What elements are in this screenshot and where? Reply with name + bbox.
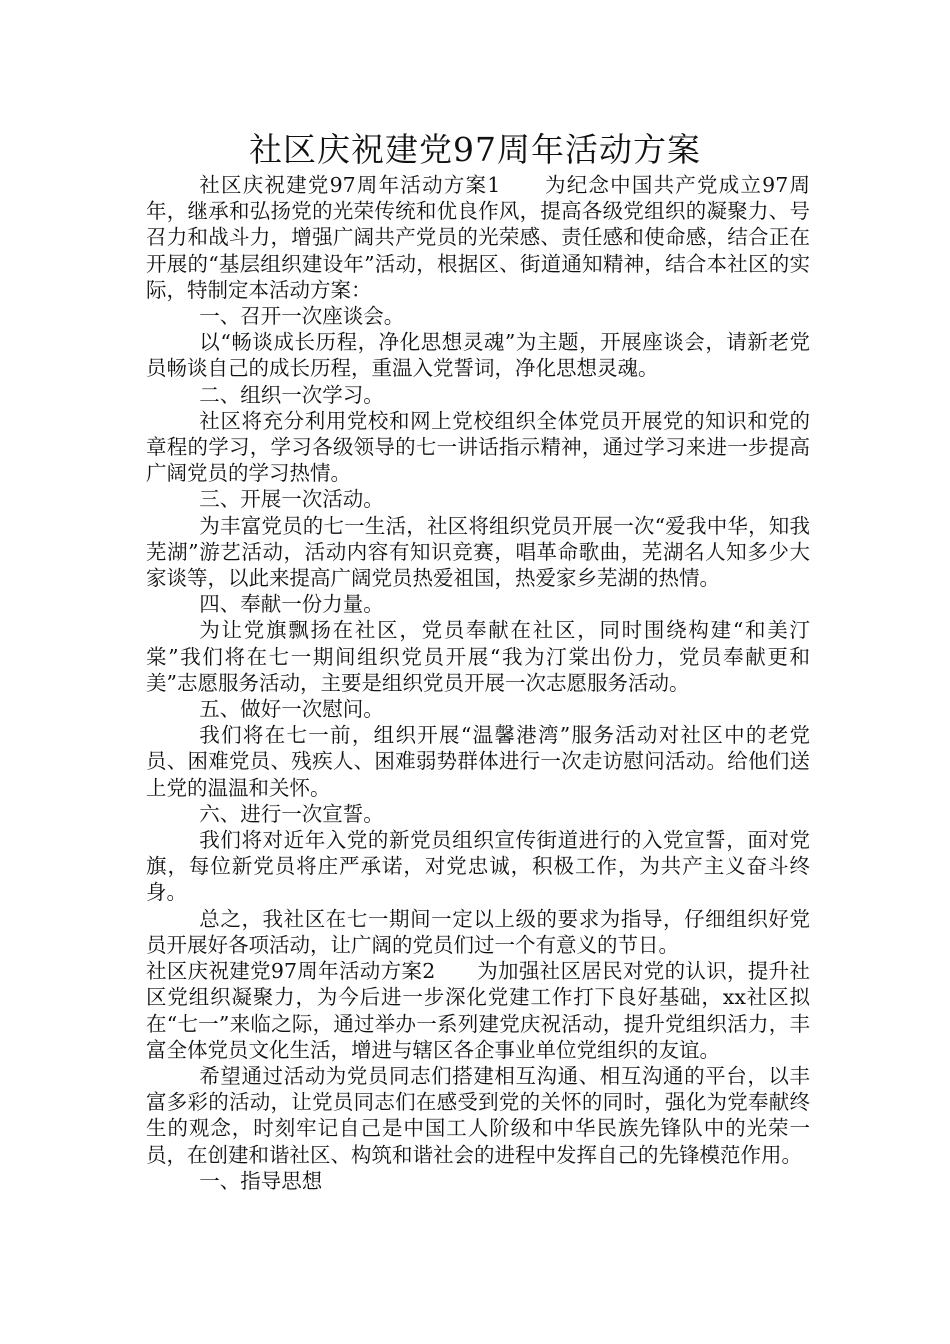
document-body — [146, 172, 810, 1194]
paragraph-summary: 总之，我社区在七一期间一定以上级的要求为指导，仔细组织好党员开展好各项活动，让广阔的党员们过一个有意义的节日。 — [146, 906, 810, 957]
paragraph-oath: 我们将对近年入党的新党员组织宣传街道进行的入党宣誓，面对党旗，每位新党员将庄严承诺，对党忠诚，积极工作，为共产主义奋斗终身。 — [146, 828, 810, 905]
paragraph-plan1-intro: 社区庆祝建党97周年活动方案1 为纪念中国共产党成立97周年，继承和弘扬党的光荣传统和优良作风，提高各级党组织的凝聚力、号召力和战斗力，增强广阔共产党员的光荣感、责任感和使命感，结合正在开展的“基层组织建设年”活动，根据区、街道通知精神，结合本社区的实际，特制定本活动方案： — [146, 173, 810, 302]
section-heading-3: 三、开展一次活动。 — [199, 487, 384, 512]
paragraph-study: 社区将充分利用党校和网上党校组织全体党员开展党的知识和党的章程的学习，学习各级领导的七一讲话指示精神，通过学习来进一步提高广阔党员的学习热情。 — [146, 408, 810, 486]
paragraph-volunteer: 为让党旗飘扬在社区，党员奉献在社区，同时围绕构建“和美汀棠”我们将在七一期间组织党员开展“我为汀棠出份力，党员奉献更和美”志愿服务活动，主要是组织党员开展一次志愿服务活动。 — [146, 618, 810, 695]
section-heading-4: 四、奉献一份力量。 — [199, 592, 384, 617]
section-heading-2: 二、组织一次学习。 — [199, 382, 384, 407]
section-heading-5: 五、做好一次慰问。 — [199, 697, 384, 722]
section-heading-6: 六、进行一次宣誓。 — [199, 801, 384, 826]
paragraph-hope: 希望通过活动为党员同志们搭建相互沟通、相互沟通的平台，以丰富多彩的活动，让党员同志们在感受到党的关怀的同时，强化为党奉献终生的观念，时刻牢记自己是中国工人阶级和中华民族先锋队中的光荣一员，在创建和谐社区、构筑和谐社会的进程中发挥自己的先锋模范作用。 — [146, 1063, 810, 1167]
paragraph-plan2-intro: 社区庆祝建党97周年活动方案2 为加强社区居民对党的认识，提升社区党组织凝聚力，为今后进一步深化党建工作打下良好基础，xx社区拟在“七一”来临之际，通过举办一系列建党庆祝活动，提升党组织活力，丰富全体党员文化生活，增进与辖区各企事业单位党组织的友谊。 — [146, 959, 810, 1062]
section-heading-guiding: 一、指导思想 — [199, 1168, 323, 1193]
section-heading-1: 一、召开一次座谈会。 — [199, 304, 405, 329]
paragraph-symposium: 以“畅谈成长历程，净化思想灵魂”为主题，开展座谈会，请新老党员畅谈自己的成长历程，重温入党誓词，净化思想灵魂。 — [146, 330, 810, 381]
paragraph-visit: 我们将在七一前，组织开展“温馨港湾”服务活动对社区中的老党员、困难党员、残疾人、困难弱势群体进行一次走访慰问活动。给他们送上党的温温和关怀。 — [146, 723, 810, 800]
paragraph-activity: 为丰富党员的七一生活，社区将组织党员开展一次“爱我中华，知我芜湖”游艺活动，活动内容有知识竞赛，唱革命歌曲，芜湖名人知多少大家谈等，以此来提高广阔党员热爱祖国，热爱家乡芜湖的热情。 — [146, 513, 810, 591]
document-title: 社区庆祝建党97周年活动方案 — [249, 130, 701, 169]
